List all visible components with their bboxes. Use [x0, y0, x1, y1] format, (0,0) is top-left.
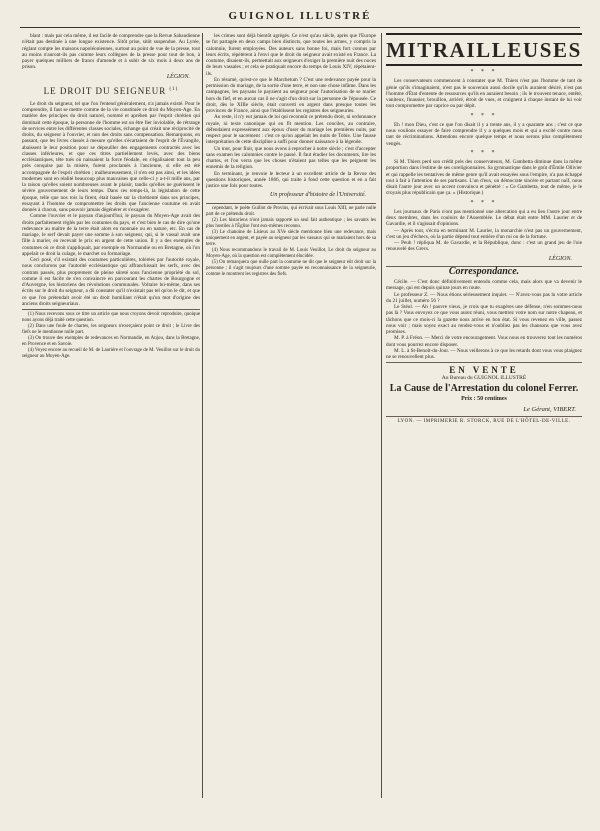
col3-paragraph: Les journaux de Paris n'ont pas mentionné une altercation qui a eu lieu l'autre jour entre deux membres, dans les couloirs de l'Assemblée. Le débat était entre MM. Laurier et de Gavardie, et il s'agissait d'opinions. — [386, 208, 582, 228]
header-rule — [20, 27, 580, 28]
col3-paragraph: Les conservateurs commencent à constater que M. Thiers n'est pas l'homme de tant de génie qu'ils s'imaginaient, n'est pas le souverain aussi docile qu'ils auraient désiré, n'est pas l'homme d'État d'entente de ressources qu'ils en auraient besoin ; ils le trouvent tenace, entêté, vaniteux, finassier, brouillon, arriéré, étroit de vues, et craignent à chaque instant de lui voir tout compromettre par caprice ou par dépit. — [386, 78, 582, 110]
printer-line: LYON. — IMPRIMERIE R. STORCK, RUE DE L'HÔTEL-DE-VILLE. — [397, 419, 571, 425]
correspondance-item: Le Stéol. — Ah ! pauvre vieux, je crois que tu exagères une défense, n'en sommes-nous pas là ? Vous envoyez ce que vous aurez réuni, vous mettrez votre nom sur notre chapeau, et tâchons que ce mois-ci la gazette nous arrive en bon état. Si vous revenez en ville, passez nous voir ; mais soyez exact au rendez-vous et n'oubliez pas les chansons que vous avez promises. — [386, 304, 582, 335]
col2-body-2: En résumé, qu'est-ce que le Marchetum ? C'est une redevance payée pour la permission du mariage, de la sortie d'une terre, et non une chose infâme. Dans les campagnes, les paysans le payaient au seigneur pour l'autorisation de se marier hors du fief, et en aucun cas il ne s'agit d'un droit sur la personne de l'épousée. Ce droit, dès le XIIIe siècle, était converti en argent dans presque toutes les provinces de France, ainsi que l'établissent les registres des seigneuries. — [206, 76, 376, 114]
ad-price: Prix : 50 centimes — [461, 395, 507, 402]
footnote: (3) Le chanoine de Lisieux au XVe siècle mentionne bien une redevance, mais uniquement en argent, et payée au seigneur par les vassaux qui se mariaient hors de sa terre. — [206, 229, 376, 247]
col1-body-2: Comme l'ouvrier et le paysan d'aujourd'hui, le paysan du Moyen-Age avait des droits parfaitement réglés par les coutumes du pays, et c'est bien le cas de dire qu'une redevance au maître de la terre était alors en monnaie ou en nature, etc. En cas de mariage, le serf devait payer une somme à son seigneur, qui, si le vassal avait une fille à marier, en recevait le prix en argent de cette union. Il y a des exemples de coutumes où ce droit s'appliquait, par exemple en Normandie ou en Bretagne, où l'on appelait ce droit la culage, le marchet ou formariage. — [22, 213, 200, 257]
col3-paragraph: — Peuh ! répliqua M. de Gavardie, et la République, donc : c'est un grand jeu de l'oie renouvelé des Grecs. — [386, 240, 582, 253]
col3-paragraph: — Après tout, s'écria en terminant M. Laurier, la monarchie n'est pas un gouvernement, c'est un jeu d'échecs, où la partie dépend tout entière d'un roi ou de la fortune. — [386, 227, 582, 240]
col2-signature: Un professeur d'histoire de l'Université. — [270, 192, 366, 199]
correspondance-heading: Correspondance. — [448, 265, 520, 277]
footnote: (2) Les historiens n'ont jamais rapporté un seul fait authentique ; les savants les plus hostiles à l'Église l'ont eux-mêmes reconnu. — [206, 217, 376, 229]
footer-divider — [386, 416, 582, 417]
col2-body-3: Au reste, il n'y eut jamais de loi qui reconnût ce prétendu droit, ni ordonnance royale, ni texte canonique qui en fît mention. Les conciles, au contraire, défendaient expressément aux époux d'user du mariage les premières nuits, par respect pour le sacrement : c'est ce qu'on appelait les nuits de Tobie. Une fausse interprétation de cette discipline a suffi pour donner naissance à la légende. — [206, 114, 376, 146]
col1-top-paragraph: blant : mais par cela même, il est facile de comprendre que la Revue Sabaudienne n'était pas destinée à une longue existence. Sitôt prise, sitôt suspendue. Au Lyrée, réglant compte les maisons napoléoniennes, surtout au point de vue de la presse, tout au moins n'auront-ils pas comme leurs collègues de la presse pour tout de bon, à payer quelques milliers de francs d'amende et à subir de six mois à deux ans de prison. — [22, 33, 200, 71]
col2-footnotes — [206, 206, 376, 278]
article-title-text: LE DROIT DU SEIGNEUR — [43, 85, 167, 96]
footnote: (3) On trouve des exemples de redevances en Normandie, en Anjou, dans la Bretagne, en Provence et en Savoie. — [22, 336, 200, 347]
running-head: GUIGNOL ILLUSTRÉ — [228, 10, 372, 22]
ad-subtitle: Au Bureau du GUIGNOL ILLUSTRÉ — [441, 374, 527, 381]
notes-divider — [206, 203, 376, 204]
col2-body-5: En terminant, je renvoie le lecteur à un excellent article de la Revue des questions historiques, année 1866, qui traite à fond cette question et en a fait justice une fois pour toutes. — [206, 170, 376, 189]
section-divider — [386, 362, 582, 363]
footnote: cependant, le poète Guillot de Provins, qui écrivait sous Louis XIII, ne parle nulle part de ce prétendu droit. — [206, 205, 376, 217]
star-separator: * * * — [470, 69, 498, 75]
footnote: (1) Nous recevons sous ce titre un article que nous croyons devoir reproduire, quoique nous ayons déjà traité cette question. — [22, 312, 200, 323]
col1-body-1: Le droit du seigneur, tel que l'on l'entend généralement, n'a jamais existé. Pour le comprendre, il faut se mettre comme de la vie constituée ce droit du Moyen-Age. En matière des principes du droit naturel, nommé et apréhen par l'esprit chrétien qui dominait cette époque, la personne de l'homme est un être fier inviolable, de rétrange de services entre les différentes classes sociales, échange qui créait une réciprocité de droits, du seigneur à l'ouvrier, et non des droits sans compensation. Remarquons, en passant, que les livres classés à mesure qu'elles s'écartaient de l'esprit de l'Évangile, abaissent le leur position pour se dépouiller des engagements contractés avec les classes inférieures, et que ces titres partiellement levés, avec des biens ecclésiastiques, tête tués où naissaient la force féodale, en s'égalisaient tout la peu près conquise par la misère, furent proclamés à l'ancienne, si elle est été accompagnée de l'esprit chrétien ; malheureusement, il n'en est pas ainsi, et les idées modernes sont en réalité beaucoup plus mauvaises que celle-ci y a-t-il mille ans, par la raison qu'elles soient nombreuses avant le plaisir, tandis qu'elles ne guérissent le sévère gouvernement de leurs temps. Dans ces temps-là, la législation de cette époque, telle que nos rois la firent, était basée sur la chrétienté dans ses principes, essayant à l'homme de compromettre les droits que l'ancienne coutume en avait donnés à chacun, sans pouvoir jamais dégénérer et s'exagérer. — [22, 100, 200, 213]
notes-divider — [22, 309, 200, 310]
article-title-note: (1) — [169, 86, 179, 92]
gerant-line: Le Gérant, VIBERT. — [523, 406, 576, 413]
footnote: (2) Dans une foule de chartes, les seigneurs n'exerçaient point ce droit ; le Livre des fiefs ne le mentionne nulle part. — [22, 324, 200, 335]
star-separator: * * * — [470, 149, 498, 156]
column-2 — [206, 33, 376, 803]
footnote: (4) Voyez encore au recueil de M. de Laurière et l'ouvrage de M. Veuillot sur le droit du seigneur au Moyen-Age. — [22, 348, 200, 359]
ad-label: EN VENTE — [449, 365, 519, 376]
correspondance-item: Le professeur Z. — Nous étions sérieusement inquiet. — N'avez-vous pas lu votre article du 21 juillet, numéro 56 ? — [386, 291, 582, 304]
star-separator: * * * — [470, 112, 498, 119]
col1-signature: LÉGION. — [166, 73, 190, 80]
column-1 — [22, 33, 200, 803]
col1-body-3: Ceci posé, s'il existait des coutumes particulières, tolérées par l'autorité royale, nous conclurons par l'autorité ecclésiastique qui affranchissait les serfs, avec des contrats passés, plus proprement de pleine sûreté sous l'ancienne propriété du sol, comme il est facile de s'en convaincre en parcourant les chartes de Bourgogne et d'Auvergne, les historiens des révolutions communales. Voltaire lui-même, dans ses écrits sur le droit du seigneur, a dû constater qu'il n'existait pas tel qu'on le dit, et que ce que l'on prétendait avoir été un droit humiliant n'était qu'un mot d'origine des anciens droits seigneuriaux. — [22, 257, 200, 307]
article-title — [22, 85, 200, 96]
footnote: (4) Nous recommandons le travail de M. Louis Veuillot, Le droit du seigneur au Moyen-Age, où la question est complètement élucidée. — [206, 247, 376, 259]
col3-paragraph: Eh ! mon Dieu, c'est ce que l'on disait il y a trente ans, il y a quarante ans ; c'est ce que nous voulions essayer de faire comprendre il y a quelques mois et qui a excité contre nous tant de récriminations. Attendons encore quelque temps et nous serons plus complètement vengés. — [386, 121, 582, 147]
ad-title: La Cause de l'Arrestation du colonel Ferrer. — [389, 382, 579, 394]
correspondance-item: Cécile. — C'est donc définitivement entendu comme cela, mais alors que va devenir le message, qui est depuis quinze jours en route. — [386, 279, 582, 292]
column-divider-2 — [381, 33, 382, 798]
correspondance-item: M. L. à St-Benoît-du-Jour. — Nous veillerons à ce que les retards dont vous vous plaignez ne se renouvellent plus. — [386, 347, 582, 360]
star-separator: * * * — [470, 199, 498, 206]
col3-paragraph: Si M. Thiers perd son crédit près des conservateurs, M. Gambetta diminue dans la même proportion dans l'estime de ses coreligionnaires. Sa gymnastique dans le goût d'Émile Ollivier et qui rappelle les tentatives de même genre qu'il avait essayées sous l'empire, n'a pas échappé tout à fait à l'attention de ses partisans. L'un d'eux, un démocrate sincère et partant naïf, nous disait l'autre jour avec un accent convaincu et pénétré : « Ce Gambetta, tout de même, je le croyais plus républicain que ça. » (Historique.) — [386, 159, 582, 197]
column-3 — [386, 33, 582, 823]
column-divider-1 — [202, 33, 203, 798]
col1-footnotes — [22, 312, 200, 360]
correspondance-item: M. P. à Fréon. — Merci de votre encouragement. Vous nous en trouverez tout les numéros dont vous pourrez encore disposer. — [386, 335, 582, 348]
col3-signature: LÉGION. — [548, 255, 572, 262]
col2-body-4: Un mot, pour finir, que nous avons à reprocher à notre siècle ; c'est d'accepter sans examen les calomnies contre le passé. Il faut étudier les documents, lire les chartes, et l'on verra que les choses n'étaient pas telles que les peignent les ennemis de la religion. — [206, 145, 376, 171]
footnote: (5) On remarquera que nulle part la coutume ne dit que le seigneur eût droit sur la personne ; il s'agit toujours d'une somme payée en reconnaissance de la seigneurie, comme le montrent les registres des fiefs. — [206, 259, 376, 277]
col2-body-1: les crimes sont déjà bientôt agrégés. Ce n'est qu'au siècle, après que l'Europe se fut partagée en deux camps bien distincts, que toutes les armes, y compris la calomnie, furent employées. Des auteurs sans bonne foi, mais fort connus par leurs écrits, répétèrent à l'envi que le droit du seigneur avait existé en France. La coutume, disaient-ils, permettait aux seigneurs d'exiger la première nuit des noces de leurs vassales ; et cela se pratiquait encore du temps de Louis XIV, répétaient-ils. — [206, 33, 376, 77]
section-heading-mitrailleuses: MITRAILLEUSES — [386, 33, 582, 66]
